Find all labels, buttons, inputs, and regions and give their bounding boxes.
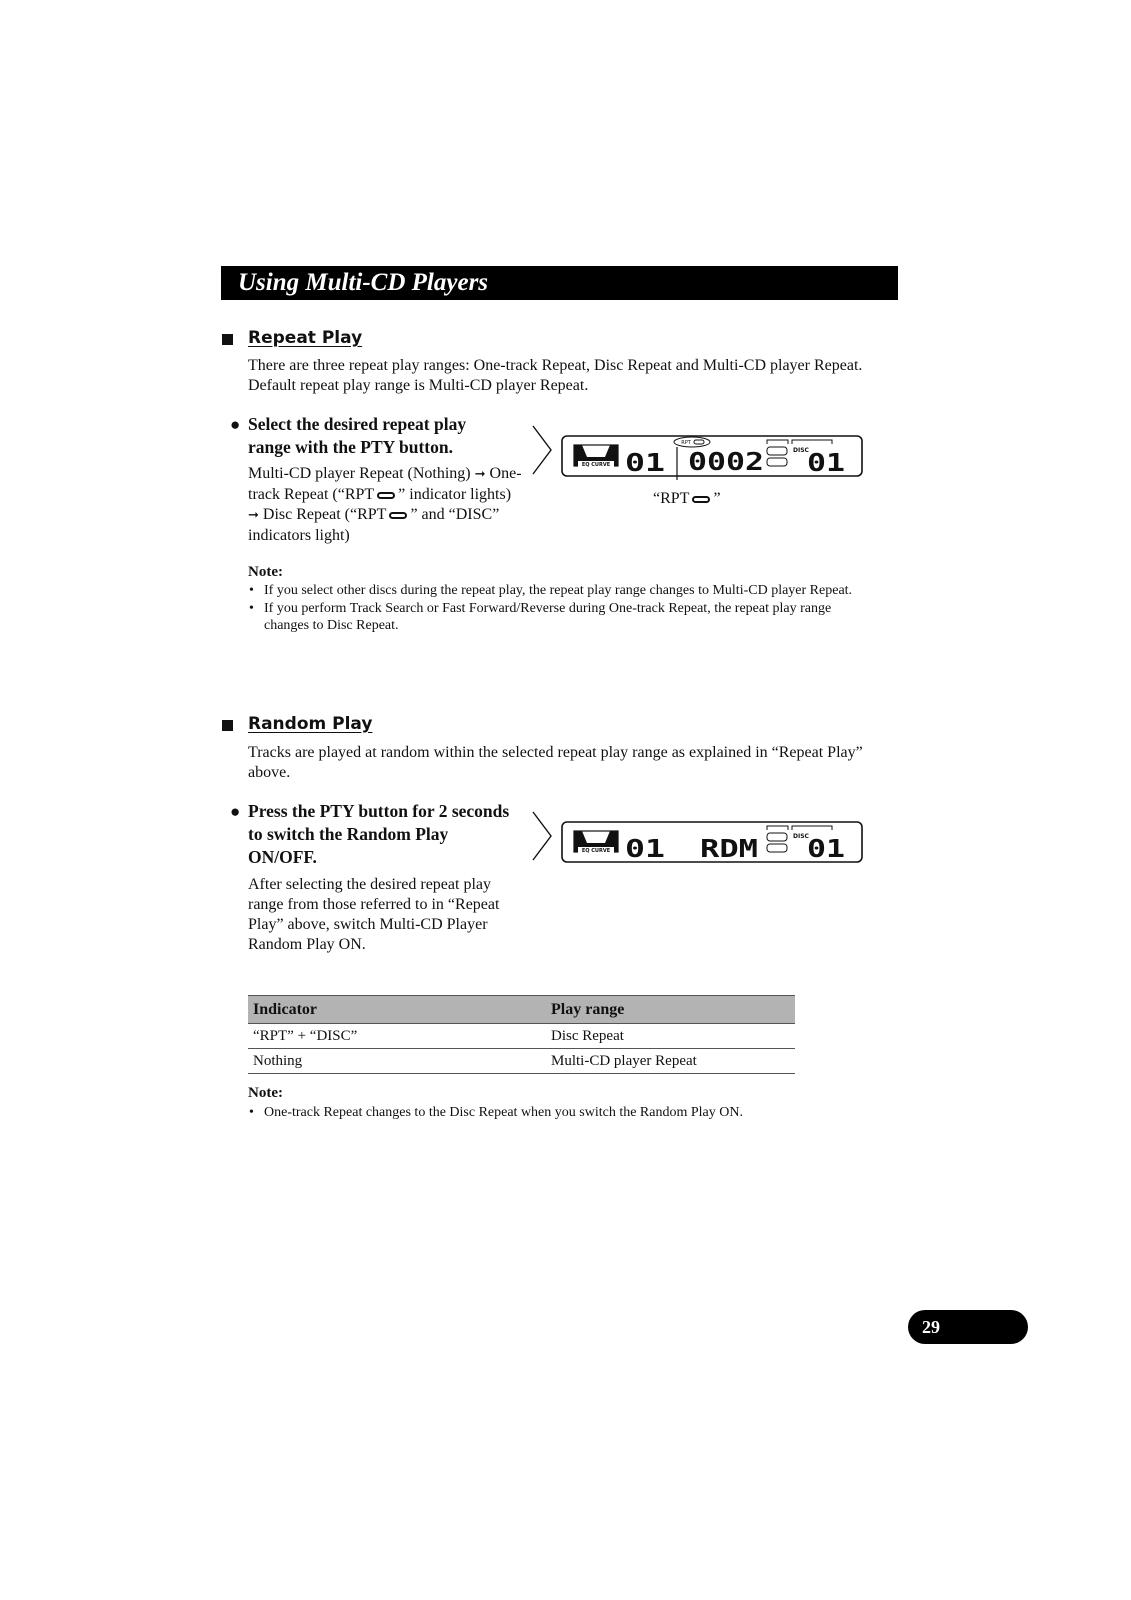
random-play-description: After selecting the desired repeat play range from those referred to in “Repeat Play” above, switch Multi-CD Player Random Play ON.	[248, 876, 500, 953]
eq-curve-label: EQ CURVE	[581, 462, 611, 468]
rpt-callout-label	[653, 489, 721, 509]
random-note-label: Note:	[248, 1085, 283, 1101]
note-item: • If you select other discs during the repeat play, the repeat play range changes to Multi-CD player Repeat.	[248, 582, 878, 599]
repeat-notes	[248, 582, 878, 635]
table-cell: Multi-CD player Repeat	[546, 1049, 795, 1074]
repeat-play-step: Select the desired repeat play range with the PTY button.	[248, 414, 467, 457]
eq-curve-label: EQ CURVE	[581, 848, 611, 854]
repeat-note-label: Note:	[248, 564, 283, 580]
random-play-intro: Tracks are played at random within the selected repeat play range as explained in “Repeat Play” above.	[248, 744, 863, 781]
desc-part2: One-track Repeat (“RPT	[248, 465, 522, 503]
repeat-play-description	[248, 464, 523, 546]
table-header: Indicator	[248, 996, 546, 1024]
repeat-play-heading: Repeat Play	[248, 328, 363, 348]
table-header-row	[248, 996, 795, 1024]
repeat-play-intro: There are three repeat play ranges: One-track Repeat, Disc Repeat and Multi-CD player Repeat. Default repeat play range is Multi-CD player Repeat.	[248, 357, 863, 394]
repeat-loop-icon	[389, 512, 407, 519]
lcd-track-number: 01	[625, 834, 665, 863]
repeat-loop-icon	[692, 496, 710, 503]
pointer-arrow-icon	[533, 812, 551, 860]
lcd-time: 0002	[688, 447, 764, 476]
page-number: 29	[922, 1317, 940, 1337]
arrow-right-icon: ➞	[248, 508, 259, 523]
callout-open: “RPT	[653, 490, 690, 507]
table-cell: Nothing	[248, 1049, 546, 1074]
lcd-display-repeat	[530, 424, 870, 484]
table-row	[248, 1049, 795, 1074]
note-item: • If you perform Track Search or Fast Forward/Reverse during One-track Repeat, the repeat play range changes to Disc Repeat.	[248, 600, 878, 634]
table-header: Play range	[546, 996, 795, 1024]
disc-label: DISC	[793, 833, 809, 840]
lcd-disc-number: 01	[807, 834, 845, 863]
pointer-arrow-icon	[533, 426, 551, 474]
table-cell: Disc Repeat	[546, 1024, 795, 1049]
section-square-icon	[222, 334, 233, 345]
indicator-table	[248, 995, 795, 1074]
table-cell: “RPT” + “DISC”	[248, 1024, 546, 1049]
random-notes	[248, 1104, 888, 1122]
arrow-right-icon: ➞	[474, 467, 486, 482]
section-square-icon	[222, 720, 233, 731]
desc-part1: Multi-CD player Repeat (Nothing)	[248, 465, 471, 482]
page-number-tab	[908, 1310, 1028, 1344]
lcd-mode: RDM	[700, 834, 758, 863]
note-item: • One-track Repeat changes to the Disc Repeat when you switch the Random Play ON.	[248, 1104, 888, 1121]
lcd-track-number: 01	[625, 448, 665, 477]
callout-close: ”	[713, 490, 721, 507]
page-title-bar	[221, 266, 898, 300]
desc-part5: ” and “DISC” indicators light)	[248, 506, 500, 544]
disc-label: DISC	[793, 447, 809, 454]
page-title: Using Multi-CD Players	[238, 269, 489, 296]
random-play-heading: Random Play	[248, 714, 373, 734]
step-bullet-icon: ●	[230, 415, 241, 434]
repeat-loop-icon	[377, 492, 395, 499]
rpt-indicator-label: RPT	[681, 440, 691, 446]
desc-part3: ” indicator lights)	[398, 486, 512, 503]
table-row	[248, 1024, 795, 1049]
lcd-display-random	[530, 810, 870, 870]
rpt-indicator	[674, 437, 710, 447]
desc-part4: Disc Repeat (“RPT	[262, 506, 387, 523]
step-bullet-icon: ●	[230, 802, 241, 821]
random-play-step: Press the PTY button for 2 seconds to switch the Random Play ON/OFF.	[248, 801, 510, 867]
lcd-disc-number: 01	[807, 448, 845, 477]
